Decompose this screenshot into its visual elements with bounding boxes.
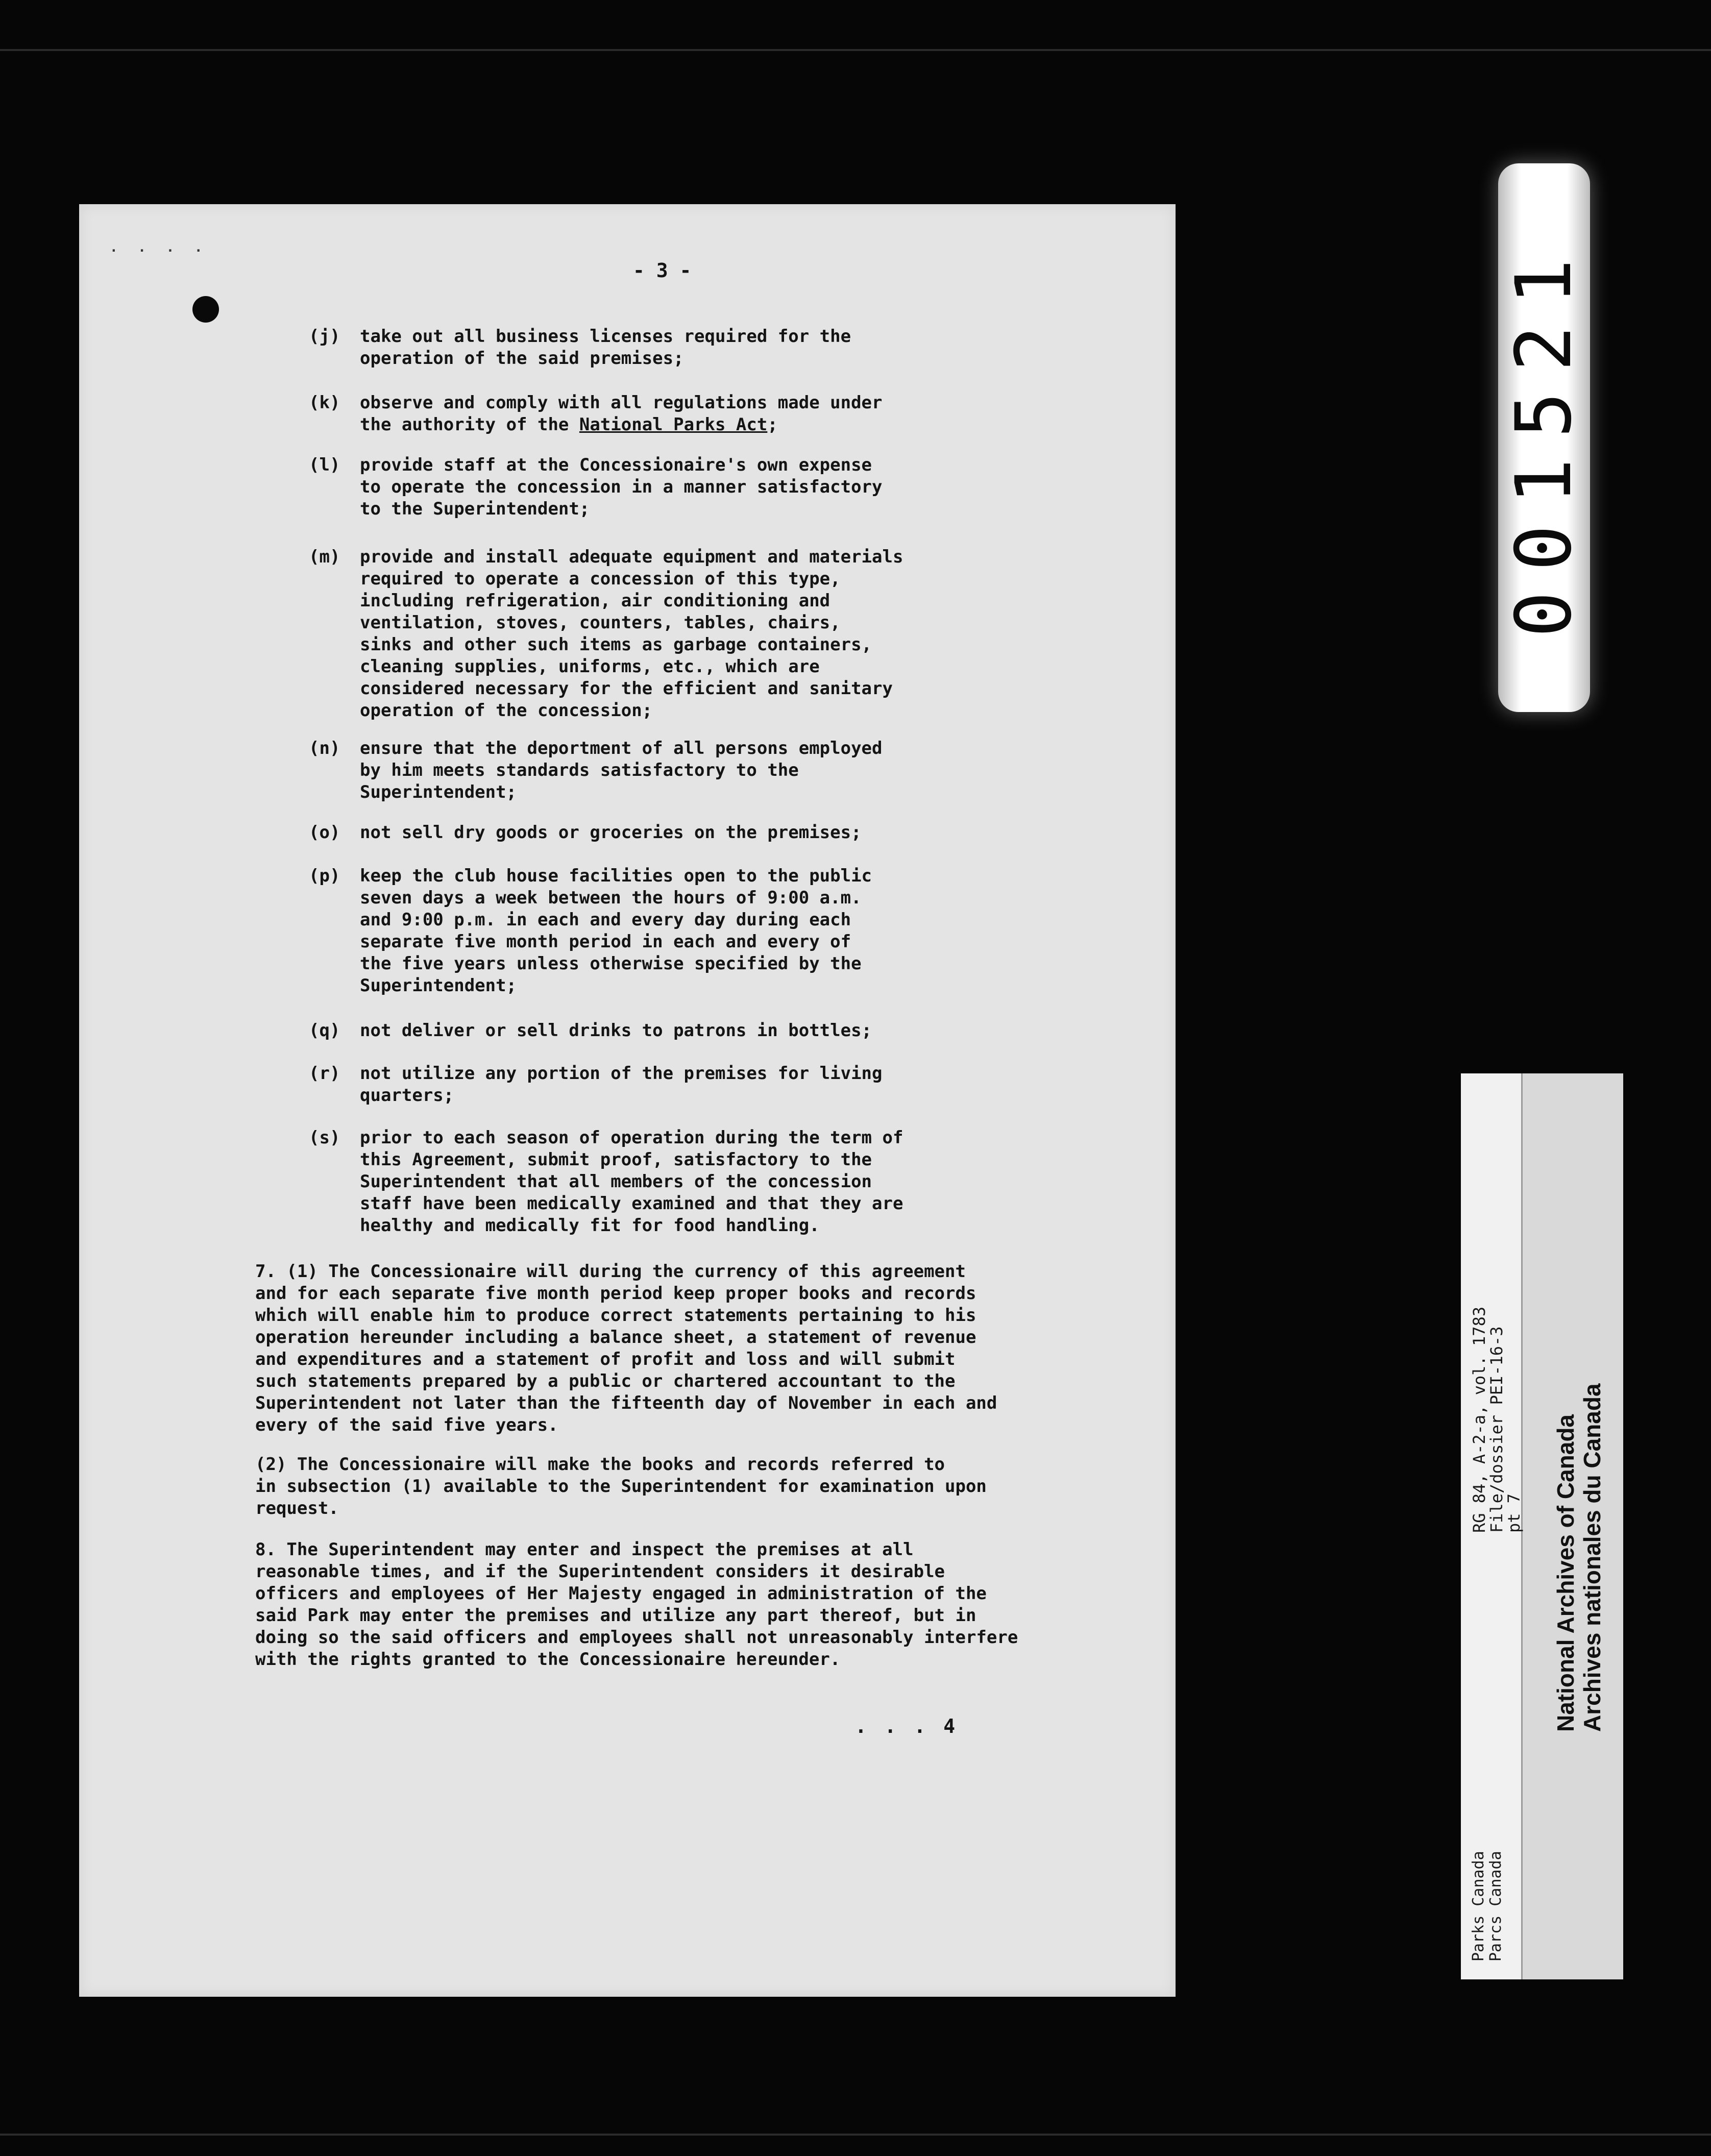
agency-name-en: Parks Canada: [1470, 1851, 1487, 1962]
paragraph-text: (2) The Concessionaire will make the books and records referred to in subsection (1) available to the Superintendent for examination upon request.: [255, 1454, 987, 1518]
clause-text-before: observe and comply with all regulations made under the authority of the: [360, 393, 883, 435]
clause-marker: (r): [309, 1063, 340, 1084]
clause-m: [309, 546, 1115, 722]
clause-text: take out all business licenses required for the operation of the said premises;: [360, 326, 851, 369]
clause-marker: (s): [309, 1128, 340, 1148]
clause-marker: (m): [309, 547, 340, 567]
clause-o: [309, 822, 1115, 844]
punch-hole: [192, 296, 219, 323]
clause-marker: (p): [309, 866, 340, 886]
document-page: [79, 204, 1176, 1997]
paragraph-8: [255, 1539, 1133, 1671]
agency-name-fr: Parcs Canada: [1487, 1851, 1505, 1962]
clause-text: [360, 392, 1115, 436]
clause-q: [309, 1020, 1115, 1042]
clause-text: provide staff at the Concessionaire's own expense to operate the concession in a manner satisfactory to the Superintendent;: [360, 455, 883, 519]
frame-edge-top: [0, 49, 1711, 51]
paragraph-text: 8. The Superintendent may enter and inspect the premises at all reasonable times, and if the Superintendent considers it desirable officers and employees of Her Majesty engaged in administration of the said Park may enter the premises and utilize any part thereof, but in doing so the said officers and employees shall not unreasonably interfere with the rights granted to the Concessionaire hereunder.: [255, 1539, 1018, 1670]
frame-edge-bottom: [0, 2134, 1711, 2136]
page-specks: . . . .: [110, 240, 209, 255]
clause-text: not deliver or sell drinks to patrons in bottles;: [360, 1020, 872, 1041]
archive-name-fr: Archives nationales du Canada: [1579, 1383, 1605, 1732]
archive-label: [1461, 1073, 1623, 1979]
clause-marker: (n): [309, 738, 340, 758]
clause-text-after: ;: [767, 414, 778, 435]
clause-marker: (l): [309, 455, 340, 475]
clause-text: provide and install adequate equipment and materials required to operate a concession of this type, including refrigeration, air conditioning and ventilation, stoves, counters, tables, chairs, sinks and other such items as garbage containers, cleaning supplies, uniforms, etc., which are considered necessary for the efficient and sanitary operation of the concession;: [360, 547, 903, 721]
clause-k: [309, 392, 1115, 436]
clause-text: not utilize any portion of the premises for living quarters;: [360, 1063, 883, 1106]
reference-line-1: RG 84, A-2-a, vol. 1783: [1470, 1306, 1489, 1533]
clause-marker: (j): [309, 326, 340, 347]
page-number: - 3 -: [633, 259, 692, 282]
clause-marker: (k): [309, 393, 340, 413]
reference-line-2: File/dossier PEI-16-3: [1487, 1326, 1506, 1533]
clause-s: [309, 1127, 1115, 1237]
clause-j: [309, 326, 1115, 370]
frame-number-strip: [1498, 163, 1590, 712]
clause-r: [309, 1063, 1115, 1107]
continued-marker: . . . 4: [855, 1715, 959, 1737]
clause-marker: (q): [309, 1020, 340, 1041]
reference-line-3: pt 7: [1504, 1493, 1524, 1533]
clause-p: [309, 865, 1115, 997]
clause-l: [309, 454, 1115, 520]
clause-text: not sell dry goods or groceries on the premises;: [360, 822, 862, 843]
paragraph-7-1: [255, 1261, 1133, 1436]
clause-text: prior to each season of operation during the term of this Agreement, submit proof, satisfactory to the Superintendent that all members of the concession staff have been medically examined and that they are healthy and medically fit for food handling.: [360, 1128, 903, 1236]
paragraph-text: 7. (1) The Concessionaire will during the currency of this agreement and for each separate five month period keep proper books and records which will enable him to produce correct statements pertaining to his operation hereunder including a balance sheet, a statement of revenue and expenditures and a statement of profit and loss and will submit such statements prepared by a public or chartered accountant to the Superintendent not later than the fifteenth day of November in each and every of the said five years.: [255, 1261, 997, 1435]
act-name: National Parks Act: [579, 414, 768, 435]
frame-number: 001521: [1500, 238, 1588, 638]
clause-text: ensure that the deportment of all persons employed by him meets standards satisfactory to the Superintendent;: [360, 738, 883, 802]
archive-name-en: National Archives of Canada: [1552, 1414, 1579, 1732]
clause-n: [309, 738, 1115, 803]
clause-marker: (o): [309, 822, 340, 843]
clause-text: keep the club house facilities open to the public seven days a week between the hours of 9:00 a.m. and 9:00 p.m. in each and every day during each separate five month period in each and every of the five years unless otherwise specified by the Superintendent;: [360, 866, 872, 996]
paragraph-7-2: [255, 1454, 1133, 1520]
